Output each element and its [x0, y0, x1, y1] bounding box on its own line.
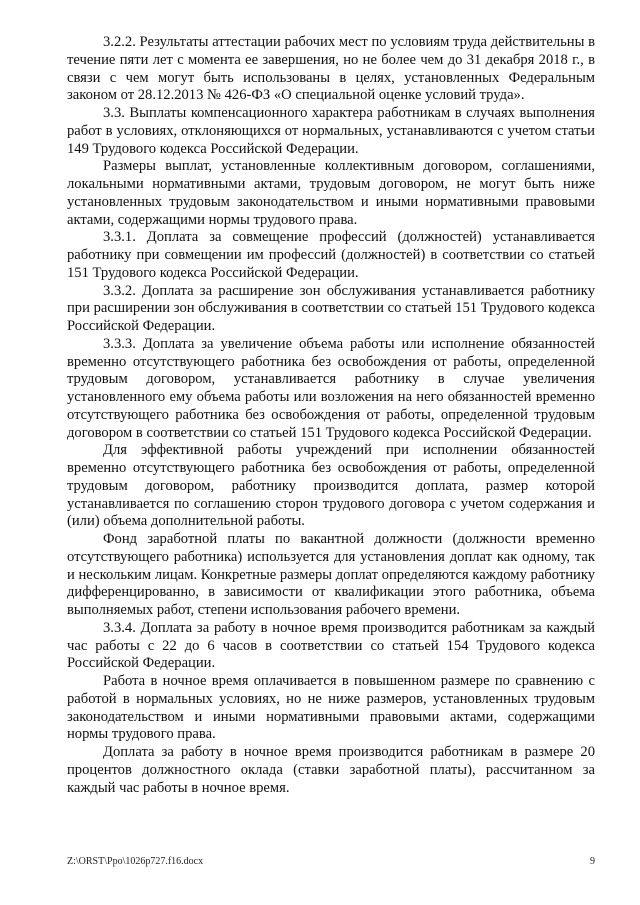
- paragraph-night-work-rate: Доплата за работу в ночное время производится работникам в размере 20 процентов должностного оклада (ставки заработной платы), рассчитанном за каждый час работы в ночное время.: [67, 744, 595, 796]
- footer-file-path: Z:\ORST\Ppo\1026p727.f16.docx: [67, 856, 204, 867]
- document-body: [67, 34, 595, 797]
- paragraph-night-work-pay: Работа в ночное время оплачивается в повышенном размере по сравнению с работой в нормальных условиях, но не ниже размеров, установленных трудовым законодательством и иными нормативными правовыми актами, содержащими нормы трудового права.: [67, 673, 595, 743]
- paragraph-payment-limits: Размеры выплат, установленные коллективным договором, соглашениями, локальными нормативными актами, трудовым договором, не могут быть ниже установленных трудовым законодательством и иными нормативными правовыми актами, содержащими нормы трудового права.: [67, 158, 595, 228]
- paragraph-3-3-3: 3.3.3. Доплата за увеличение объема работы или исполнение обязанностей временно отсутствующего работника без освобождения от работы, определенной трудовым договором, устанавливается работнику в случае увеличения установленного ему объема работы или возложения на него обязанностей временно отсутствующего работника без освобождения от работы, определенной трудовым договором в соответствии со статьей 151 Трудового кодекса Российской Федерации.: [67, 335, 595, 441]
- paragraph-3-3-4: 3.3.4. Доплата за работу в ночное время производится работникам за каждый час работы с 22 до 6 часов в соответствии со статьей 154 Трудового кодекса Российской Федерации.: [67, 619, 595, 672]
- paragraph-salary-fund: Фонд заработной платы по вакантной должности (должности временно отсутствующего работника) используется для установления доплат как одному, так и нескольким лицам. Конкретные размеры доплат определяются каждому работнику дифференцированно, в зависимости от квалификации этого работника, объема выполняемых работ, степени использования рабочего времени.: [67, 531, 595, 618]
- paragraph-3-3-1: 3.3.1. Доплата за совмещение профессий (должностей) устанавливается работнику при совмещении им профессий (должностей) в соответствии со статьей 151 Трудового кодекса Российской Федерации.: [67, 229, 595, 281]
- paragraph-effective-work: Для эффективной работы учреждений при исполнении обязанностей временно отсутствующего работника без освобождения от работы, определенной трудовым договором, работнику производится доплата, размер которой устанавливается по соглашению сторон трудового договора с учетом содержания и (или) объема дополнительной работы.: [67, 442, 595, 530]
- page-number: 9: [590, 856, 595, 867]
- paragraph-3-3: 3.3. Выплаты компенсационного характера работникам в случаях выполнения работ в условиях, отклоняющихся от нормальных, устанавливаются с учетом статьи 149 Трудового кодекса Российской Федерации.: [67, 105, 595, 157]
- paragraph-3-3-2: 3.3.2. Доплата за расширение зон обслуживания устанавливается работнику при расширении зон обслуживания в соответствии со статьей 151 Трудового кодекса Российской Федерации.: [67, 282, 595, 334]
- paragraph-3-2-2: 3.2.2. Результаты аттестации рабочих мест по условиям труда действительны в течение пяти лет с момента ее завершения, но не более чем до 31 декабря 2018 г., в связи с чем могут быть использованы в целях, установленных Федеральным законом от 28.12.2013 № 426-ФЗ «О специальной оценке условий труда».: [67, 34, 595, 104]
